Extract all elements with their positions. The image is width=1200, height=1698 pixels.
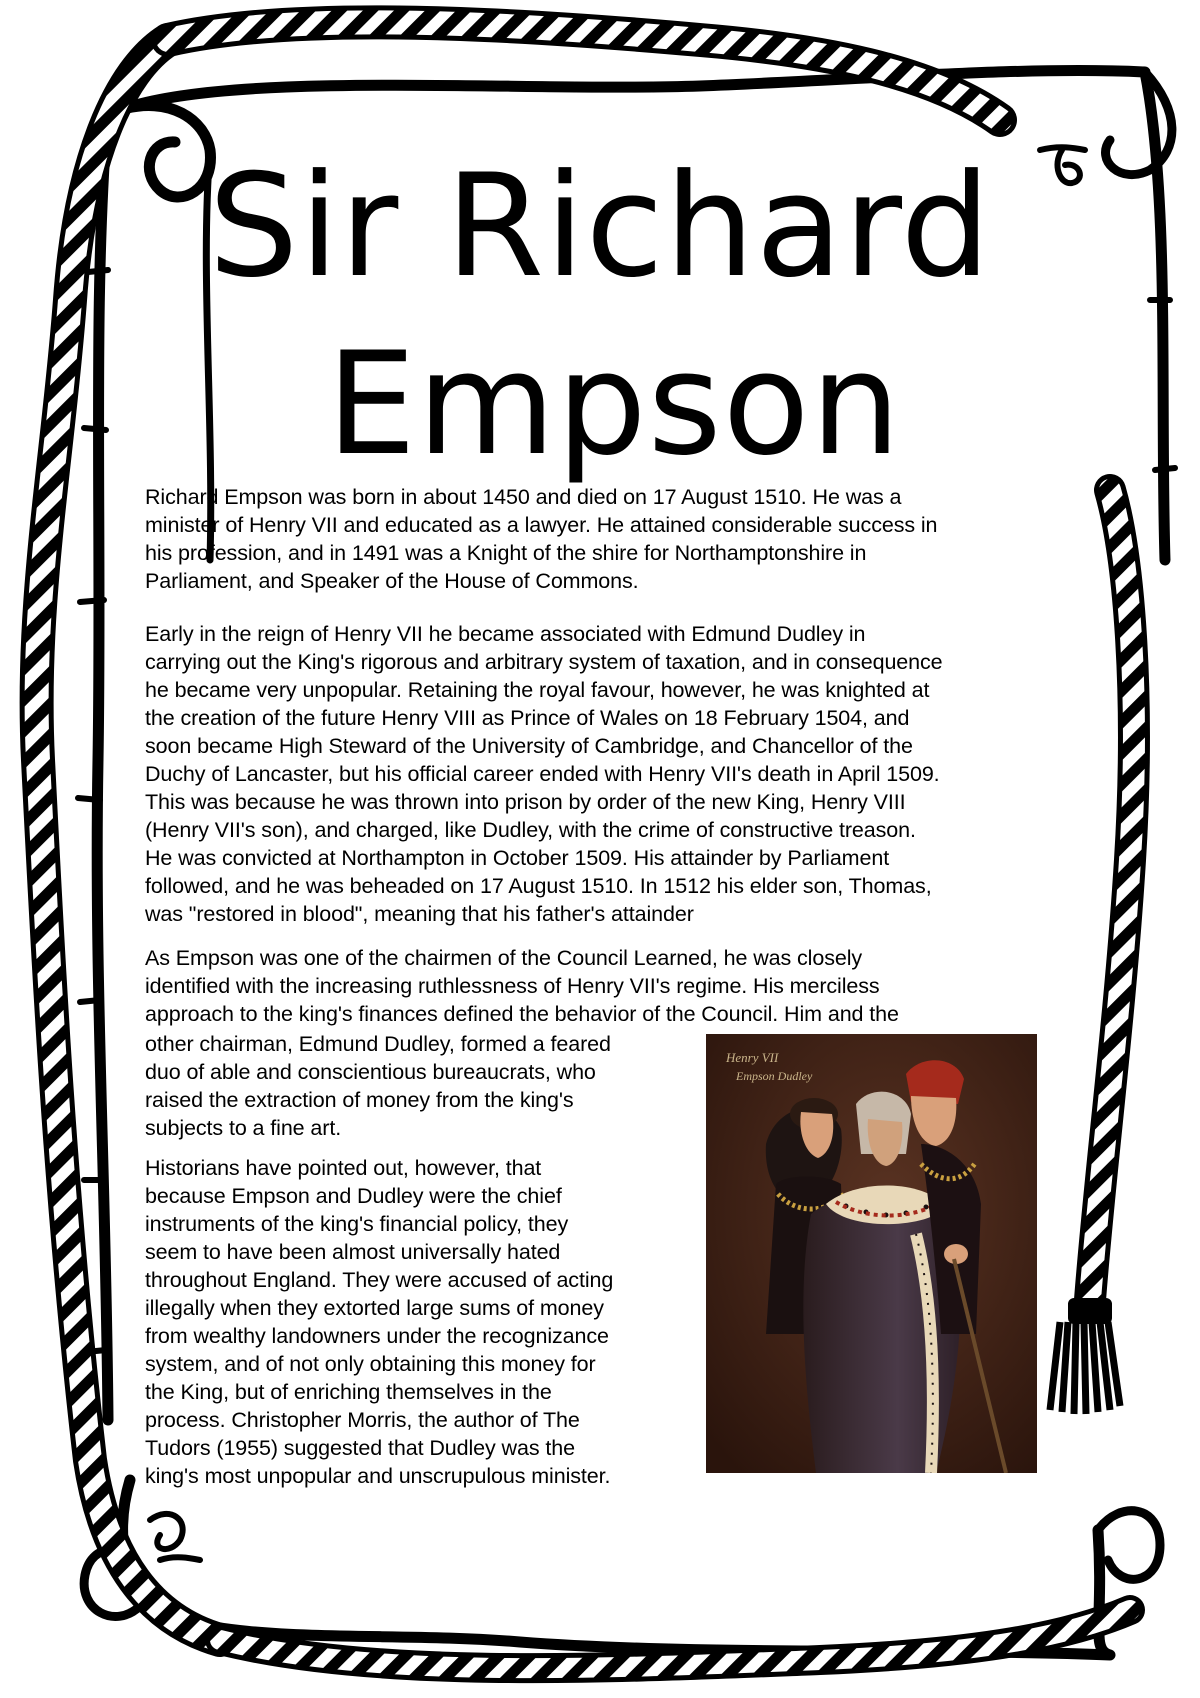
page-title-line-1: Sir Richard: [208, 144, 992, 309]
rope-tassel: [1050, 1300, 1120, 1414]
text-line: throughout England. They were accused of acting: [145, 1268, 614, 1292]
portrait-inscription-2: Empson Dudley: [736, 1069, 813, 1083]
portrait-henry-vii-empson-dudley: [706, 1034, 1037, 1473]
paragraph-council-learned-cont: [145, 1030, 685, 1142]
text-line: subjects to a fine art.: [145, 1116, 342, 1140]
text-line: Early in the reign of Henry VII he became associated with Edmund Dudley in: [145, 622, 866, 646]
text-line: because Empson and Dudley were the chief: [145, 1184, 562, 1208]
text-line: He was convicted at Northampton in October 1509. His attainder by Parliament: [145, 846, 890, 870]
text-line: Parliament, and Speaker of the House of Commons.: [145, 569, 639, 593]
text-line: the creation of the future Henry VIII as Prince of Wales on 18 February 1504, and: [145, 706, 910, 730]
ornament-bottom-left: [150, 1514, 200, 1560]
paragraph-council-learned: [145, 944, 1075, 1028]
text-line: king's most unpopular and unscrupulous minister.: [145, 1464, 611, 1488]
text-line: instruments of the king's financial policy, they: [145, 1212, 569, 1236]
paragraph-early-life: [145, 483, 1075, 595]
text-line: As Empson was one of the chairmen of the Council Learned, he was closely: [145, 946, 863, 970]
text-line: system, and of not only obtaining this money for: [145, 1352, 596, 1376]
text-line: approach to the king's finances defined the behavior of the Council. Him and the: [145, 1002, 899, 1026]
paragraph-career: [145, 620, 1075, 928]
text-line: from wealthy landowners under the recognizance: [145, 1324, 609, 1348]
text-line: identified with the increasing ruthlessness of Henry VII's regime. His merciless: [145, 974, 880, 998]
text-line: seem to have been almost universally hated: [145, 1240, 561, 1264]
text-line: minister of Henry VII and educated as a lawyer. He attained considerable success in: [145, 513, 938, 537]
paragraph-historians: [145, 1154, 690, 1490]
text-line: other chairman, Edmund Dudley, formed a feared: [145, 1032, 611, 1056]
text-line: process. Christopher Morris, the author of The: [145, 1408, 580, 1432]
text-line: was "restored in blood", meaning that his father's attainder: [145, 902, 694, 926]
text-line: the King, but of enriching themselves in the: [145, 1380, 552, 1404]
text-line: Historians have pointed out, however, that: [145, 1156, 542, 1180]
text-line: duo of able and conscientious bureaucrats, who: [145, 1060, 596, 1084]
text-line: soon became High Steward of the University of Cambridge, and Chancellor of the: [145, 734, 913, 758]
portrait-inscription-1: Henry VII: [726, 1050, 779, 1065]
text-line: carrying out the King's rigorous and arbitrary system of taxation, and in consequence: [145, 650, 943, 674]
text-line: illegally when they extorted large sums of money: [145, 1296, 604, 1320]
text-line: raised the extraction of money from the king's: [145, 1088, 574, 1112]
text-line: Tudors (1955) suggested that Dudley was the: [145, 1436, 575, 1460]
text-line: Richard Empson was born in about 1450 and died on 17 August 1510. He was a: [145, 485, 902, 509]
text-line: he became very unpopular. Retaining the royal favour, however, he was knighted at: [145, 678, 930, 702]
text-line: (Henry VII's son), and charged, like Dudley, with the crime of constructive treason.: [145, 818, 916, 842]
text-line: Duchy of Lancaster, but his official career ended with Henry VII's death in April 1509.: [145, 762, 940, 786]
text-line: followed, and he was beheaded on 17 August 1510. In 1512 his elder son, Thomas,: [145, 874, 932, 898]
page-title-line-2: Empson: [326, 322, 902, 487]
text-line: his profession, and in 1491 was a Knight of the shire for Northamptonshire in: [145, 541, 867, 565]
text-line: This was because he was thrown into prison by order of the new King, Henry VIII: [145, 790, 906, 814]
